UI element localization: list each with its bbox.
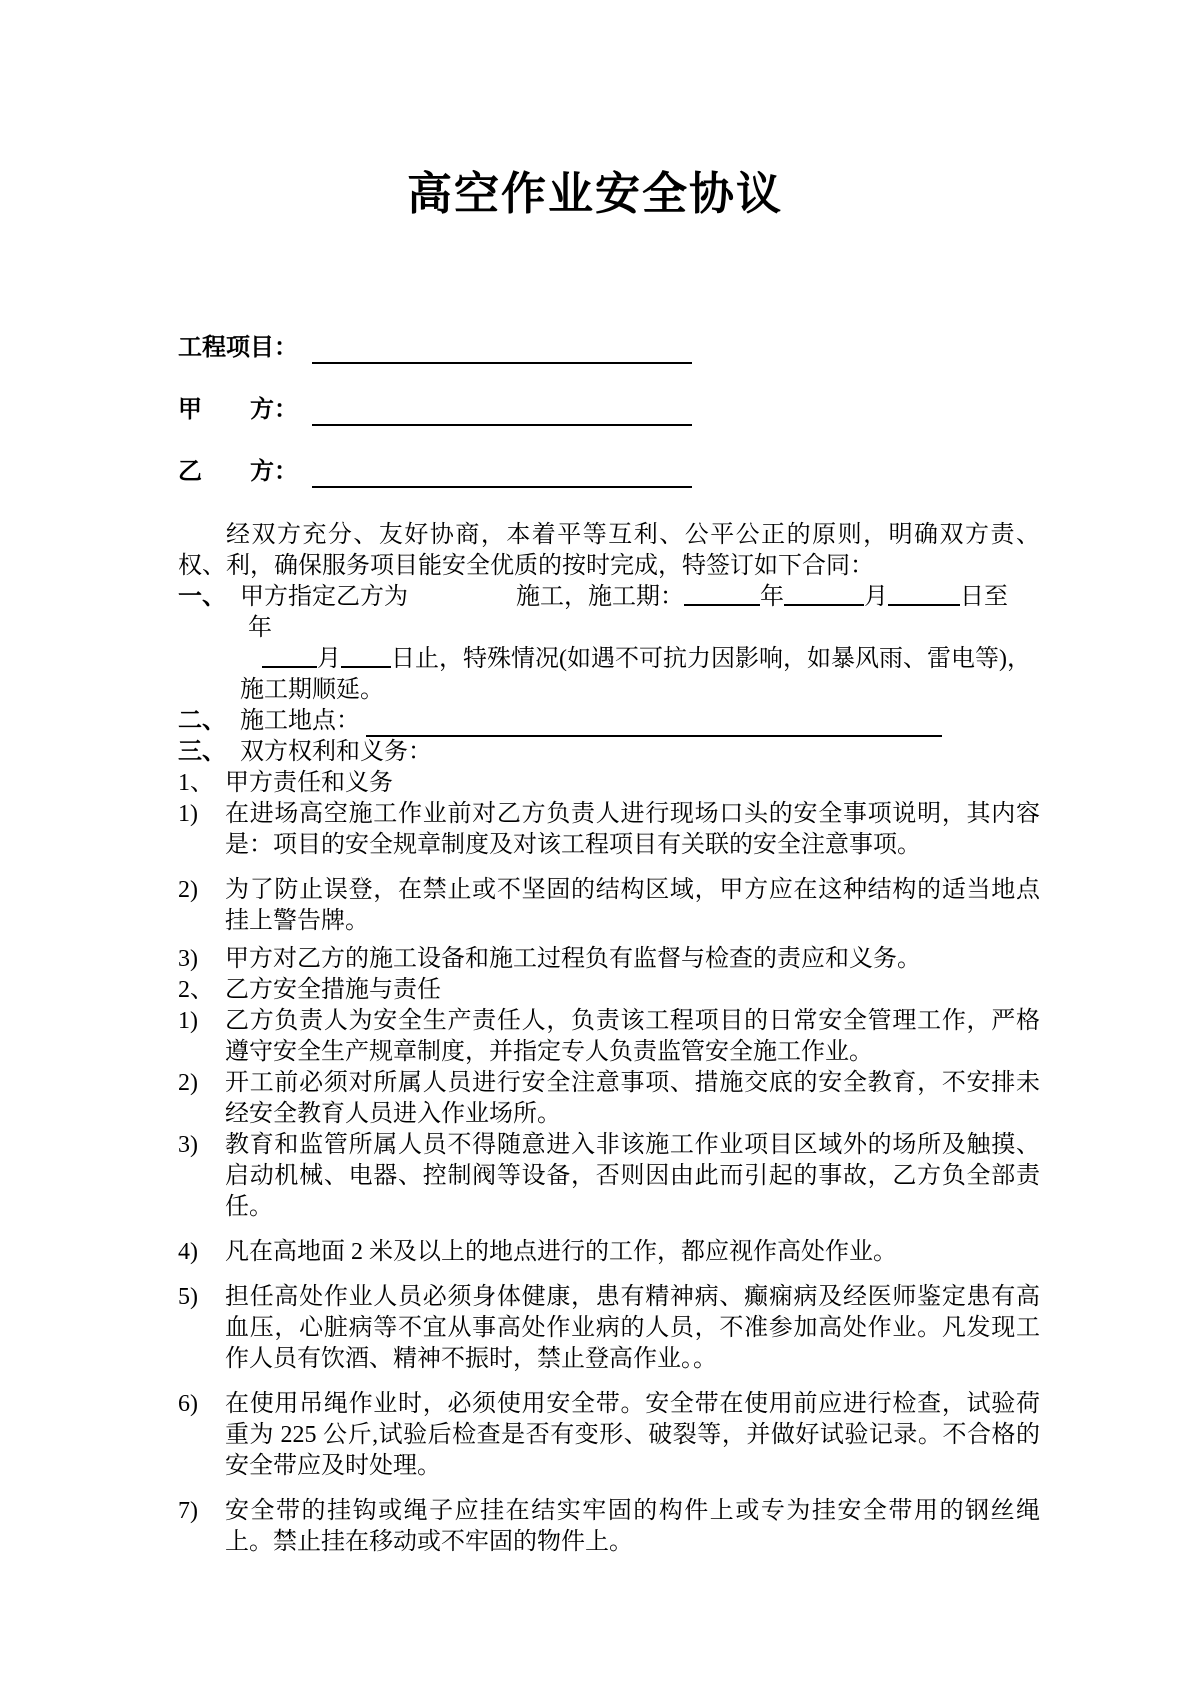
header-fields <box>178 332 1040 488</box>
clause-3-text: 双方权利和义务： <box>240 739 432 765</box>
end-day-blank-line <box>341 644 391 668</box>
clause-1 <box>178 582 1040 706</box>
section-a-marker: 1、 <box>178 770 214 796</box>
section-b-item-5 <box>178 1282 1040 1375</box>
start-year-blank-line <box>684 582 760 606</box>
section-b-item-3-text: 教育和监管所属人员不得随意进入非该施工作业项目区域外的场所及触摸、启动机械、电器、控制阀等设备，否则因由此而引起的事故，乙方负全部责任。 <box>225 1132 1040 1220</box>
section-b-item-3-marker: 3) <box>178 1132 198 1158</box>
clause-1-text-mid: 施工，施工期： <box>516 584 684 610</box>
clause-2-marker: 二、 <box>178 708 226 734</box>
clause-1-content <box>240 582 1040 706</box>
section-a-item-2 <box>178 875 1040 937</box>
field-party-b-label: 乙 方： <box>178 459 298 485</box>
field-party-a <box>178 394 1040 426</box>
section-b-item-7-text: 安全带的挂钩或绳子应挂在结实牢固的构件上或专为挂安全带用的钢丝绳上。禁止挂在移动或不牢固的物件上。 <box>225 1498 1040 1555</box>
section-b-title: 乙方安全措施与责任 <box>225 977 441 1003</box>
section-b-item-5-text: 担任高处作业人员必须身体健康，患有精神病、癫痫病及经医师鉴定患有高血压，心脏病等不宜从事高处作业病的人员，不准参加高处作业。凡发现工作人员有饮酒、精神不振时，禁止登高作业。。 <box>225 1284 1040 1372</box>
field-party-a-blank-line <box>312 398 692 426</box>
clause-1-line4: 施工期顺延。 <box>240 677 384 703</box>
section-b-item-6-marker: 6) <box>178 1391 198 1417</box>
start-month-blank-line <box>784 582 864 606</box>
section-b-item-3 <box>178 1130 1040 1223</box>
field-party-a-label: 甲 方： <box>178 397 298 423</box>
section-a-item-2-text: 为了防止误登，在禁止或不坚固的结构区域，甲方应在这种结构的适当地点挂上警告牌。 <box>225 877 1040 934</box>
section-a-item-1 <box>178 799 1040 861</box>
day-to-label: 日至 <box>960 584 1008 610</box>
clause-1-line3-tail: 日止，特殊情况(如遇不可抗力因影响，如暴风雨、雷电等)， <box>391 646 1031 672</box>
section-b-item-5-marker: 5) <box>178 1284 198 1310</box>
section-b-item-7 <box>178 1496 1040 1558</box>
end-month-unit-label: 月 <box>317 646 341 672</box>
section-b-marker: 2、 <box>178 977 214 1003</box>
field-project-blank-line <box>312 336 692 364</box>
section-b-item-7-marker: 7) <box>178 1498 198 1524</box>
section-b-item-6-text: 在使用吊绳作业时，必须使用安全带。安全带在使用前应进行检查，试验荷重为 225 公斤,试验后检查是否有变形、破裂等，并做好试验记录。不合格的安全带应及时处理。 <box>225 1391 1040 1479</box>
section-a-item-1-marker: 1) <box>178 801 198 827</box>
clause-1-line3 <box>240 644 1040 675</box>
year-unit-label: 年 <box>760 584 784 610</box>
section-a-item-1-text: 在进场高空施工作业前对乙方负责人进行现场口头的安全事项说明，其内容是：项目的安全规章制度及对该工程项目有关联的安全注意事项。 <box>225 801 1040 858</box>
clause-1-line1 <box>240 582 1040 613</box>
field-party-b-blank-line <box>312 460 692 488</box>
section-b-item-4-marker: 4) <box>178 1239 198 1265</box>
section-b-item-2 <box>178 1068 1040 1130</box>
section-a-title: 甲方责任和义务 <box>225 770 393 796</box>
clause-2 <box>178 706 1040 737</box>
section-b-item-1-text: 乙方负责人为安全生产责任人，负责该工程项目的日常安全管理工作，严格遵守安全生产规章制度，并指定专人负责监管安全施工作业。 <box>225 1008 1040 1065</box>
clause-2-content <box>240 706 1040 737</box>
intro-paragraph: 经双方充分、友好协商，本着平等互利、公平公正的原则，明确双方责、权、利，确保服务项目能安全优质的按时完成，特签订如下合同： <box>178 522 1040 579</box>
section-a-item-2-marker: 2) <box>178 877 198 903</box>
clause-1-marker: 一、 <box>178 584 226 610</box>
section-a-heading <box>178 768 1040 799</box>
section-b-item-2-text: 开工前必须对所属人员进行安全注意事项、措施交底的安全教育，不安排未经安全教育人员进入作业场所。 <box>225 1070 1040 1127</box>
field-project <box>178 332 1040 364</box>
section-b-item-4-text: 凡在高地面 2 米及以上的地点进行的工作，都应视作高处作业。 <box>225 1239 897 1265</box>
section-b-item-6 <box>178 1389 1040 1482</box>
section-b-item-4 <box>178 1237 1040 1268</box>
field-project-label: 工程项目： <box>178 335 298 361</box>
section-b-heading <box>178 975 1040 1006</box>
clause-3-marker: 三、 <box>178 739 226 765</box>
end-month-blank-line <box>262 644 317 668</box>
document-title: 高空作业安全协议 <box>406 169 783 219</box>
section-b-item-2-marker: 2) <box>178 1070 198 1096</box>
field-party-b <box>178 456 1040 488</box>
start-day-blank-line <box>888 582 960 606</box>
month-unit-label: 月 <box>864 584 888 610</box>
section-b-item-1 <box>178 1006 1040 1068</box>
section-a-item-3-text: 甲方对乙方的施工设备和施工过程负有监督与检查的责应和义务。 <box>225 946 921 972</box>
section-a-item-3 <box>178 944 1040 975</box>
site-location-label: 施工地点： <box>240 708 360 734</box>
clause-1-line2-year: 年 <box>248 615 272 641</box>
section-a-item-3-marker: 3) <box>178 946 198 972</box>
site-location-blank-line <box>366 709 942 737</box>
clause-1-text-pre: 甲方指定乙方为 <box>240 584 408 610</box>
clause-3 <box>178 737 1040 768</box>
section-b-item-1-marker: 1) <box>178 1008 198 1034</box>
